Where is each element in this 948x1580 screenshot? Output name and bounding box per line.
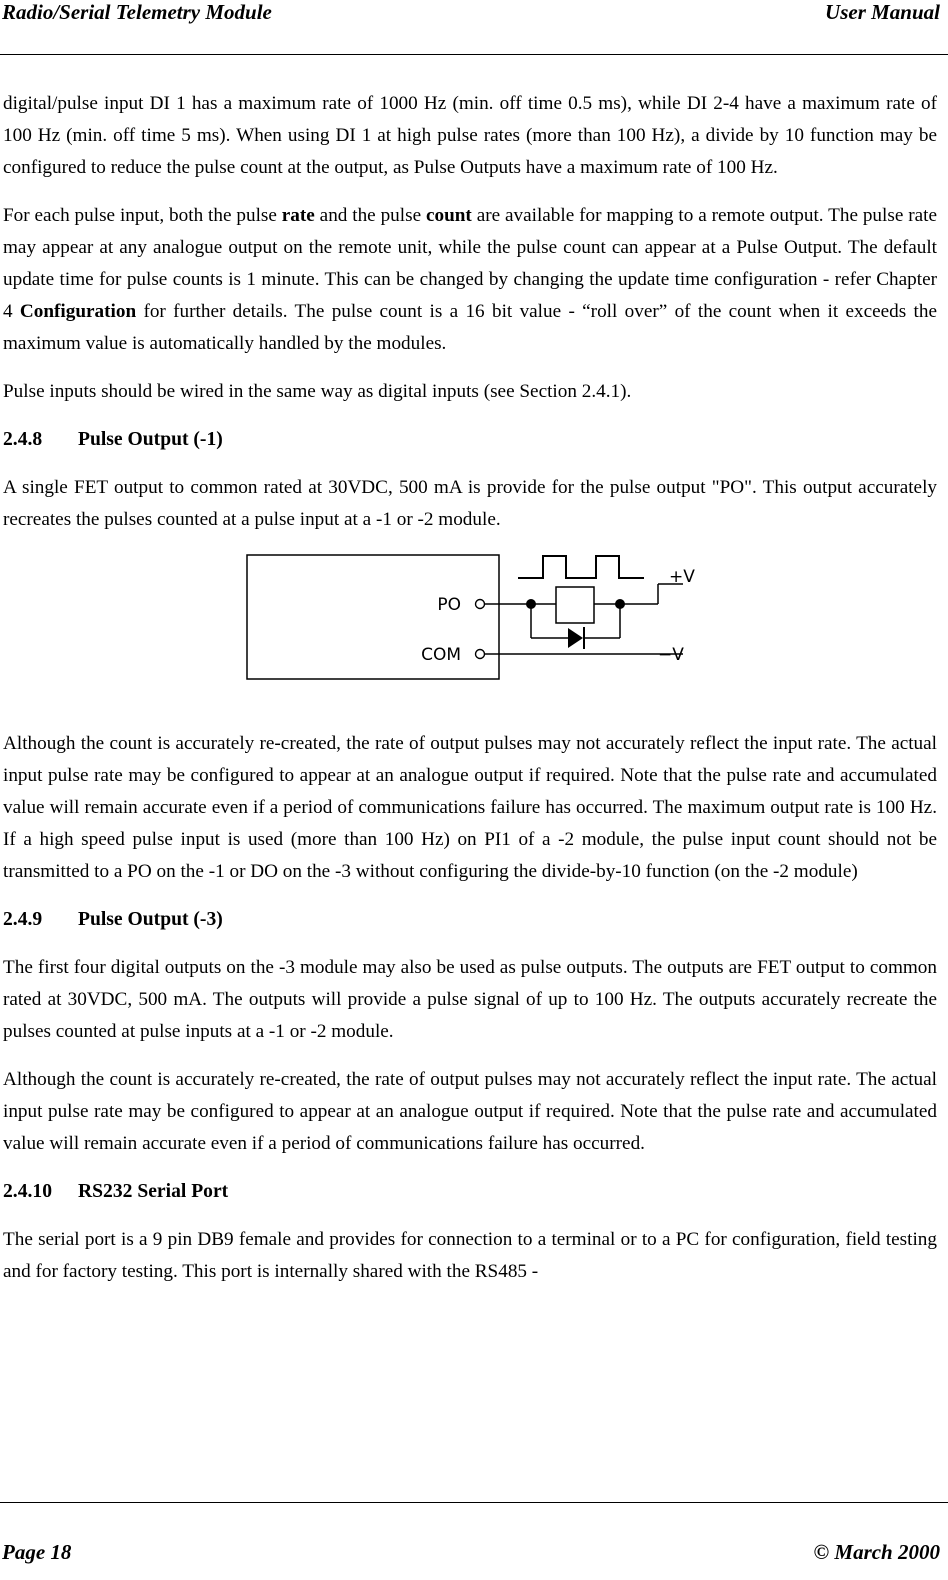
footer-rule bbox=[0, 1502, 948, 1503]
com-terminal bbox=[476, 650, 485, 659]
paragraph-digital-outputs-pulse: The first four digital outputs on the -3 module may also be used as pulse outputs. The outputs are FET output to common rated at 30VDC, 500 mA. The outputs will provide a pulse signal of up to 100 Hz. The outputs accurately recreate the pulses counted at pulse inputs at a -1 or -2 module. bbox=[3, 957, 937, 1042]
pulse-waveform bbox=[518, 556, 644, 578]
header-manual-label: User Manual bbox=[825, 0, 940, 24]
header-title: Radio/Serial Telemetry Module bbox=[2, 0, 272, 24]
section-heading-2-4-8: 2.4.8 Pulse Output (-1) bbox=[3, 429, 223, 450]
paragraph-pulse-rate-count: For each pulse input, both the pulse rate and the pulse count are available for mapping to a remote output. The pulse rate may appear at any analogue output on the remote unit, while the pulse count can appear at a Pulse Output. The default update time for pulse counts is 1 minute. This can be changed by changing the update time configuration - refer Chapter 4 Configuration for further details. The pulse count is a 16 bit value - “roll over” of the count when it exceeds the maximum value is automatically handled by the modules. bbox=[3, 205, 937, 354]
com-label: COM bbox=[421, 645, 461, 665]
paragraph-serial-port: The serial port is a 9 pin DB9 female and provides for connection to a terminal or to a PC for configuration, field testing and for factory testing. This port is internally shared with the RS485 - bbox=[3, 1229, 937, 1282]
paragraph-pulse-input-rates: digital/pulse input DI 1 has a maximum rate of 1000 Hz (min. off time 0.5 ms), while DI 2-4 have a maximum rate of 100 Hz (min. off time 5 ms). When using DI 1 at high pulse rates (more than 100 Hz), a divide by 10 function may be configured to reduce the pulse count at the output, as Pulse Outputs have a maximum rate of 100 Hz. bbox=[3, 93, 937, 178]
paragraph-output-rate-note-2: Although the count is accurately re-created, the rate of output pulses may not accurately reflect the input rate. The actual input pulse rate may be configured to appear at an analogue output if required. Note that the pulse rate and accumulated value will remain accurate even if a period of communications failure has occurred. bbox=[3, 1069, 937, 1154]
header-rule bbox=[0, 54, 948, 55]
circuit-diagram bbox=[243, 552, 713, 702]
page-header bbox=[2, 0, 940, 28]
paragraph-fet-output: A single FET output to common rated at 30VDC, 500 mA is provide for the pulse output "PO". This output accurately recreates the pulses counted at a pulse input at a -1 or -2 module. bbox=[3, 477, 937, 530]
po-terminal bbox=[476, 600, 485, 609]
bold-count: count bbox=[425, 205, 472, 226]
section-heading-2-4-9: 2.4.9 Pulse Output (-3) bbox=[3, 909, 223, 930]
bold-configuration: Configuration bbox=[19, 301, 137, 322]
module-box bbox=[247, 555, 499, 679]
paragraph-output-rate-note: Although the count is accurately re-created, the rate of output pulses may not accurately reflect the input rate. The actual input pulse rate may be configured to appear at an analogue output if required. Note that the pulse rate and accumulated value will remain accurate even if a period of communications failure has occurred. The maximum output rate is 100 Hz. If a high speed pulse input is used (more than 100 Hz) on PI1 of a -2 module, the pulse input count should not be transmitted to a PO on the -1 or DO on the -3 without configuring the divide-by-10 function (on the -2 module) bbox=[3, 733, 937, 882]
bold-rate: rate bbox=[281, 205, 315, 226]
copyright-date: © March 2000 bbox=[813, 1540, 940, 1564]
fet-switch-box bbox=[556, 587, 594, 623]
paragraph-wiring-note: Pulse inputs should be wired in the same way as digital inputs (see Section 2.4.1). bbox=[3, 381, 632, 402]
diode-symbol bbox=[568, 628, 583, 648]
po-label: PO bbox=[437, 595, 461, 615]
pulse-output-circuit-figure bbox=[3, 552, 937, 712]
section-heading-2-4-10: 2.4.10 RS232 Serial Port bbox=[3, 1181, 229, 1202]
minus-v-label: −V bbox=[658, 645, 684, 665]
page-number: Page 18 bbox=[2, 1540, 72, 1564]
page-body bbox=[3, 88, 937, 1304]
plus-v-label: +V bbox=[669, 567, 695, 587]
